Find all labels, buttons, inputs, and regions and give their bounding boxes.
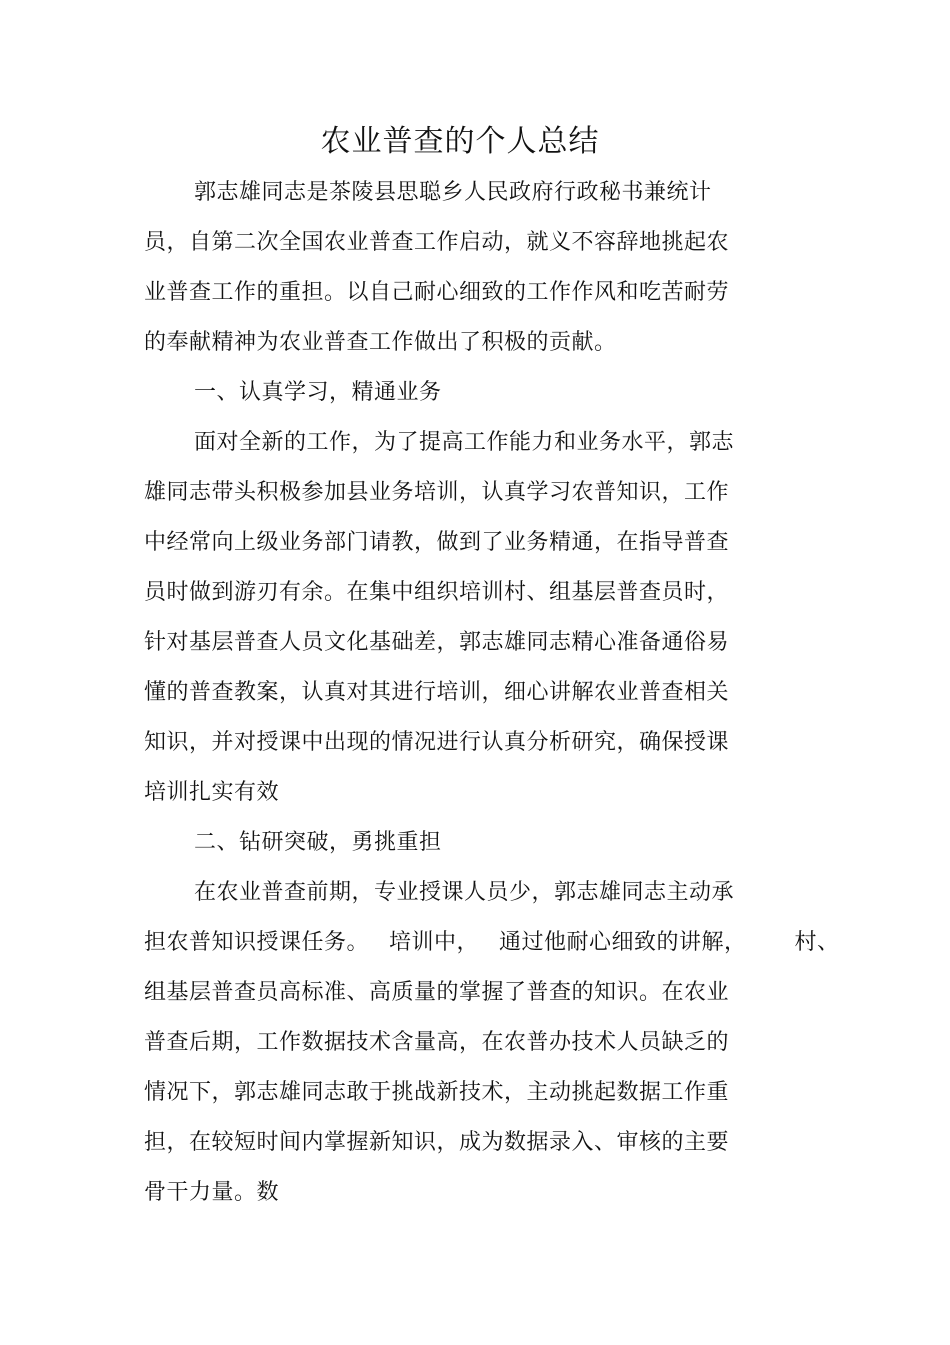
paragraph-line: 员，自第二次全国农业普查工作启动，就义不容辞地挑起农 (144, 230, 730, 255)
paragraph-line: 业普查工作的重担。以自己耐心细致的工作作风和吃苦耐劳 (144, 280, 730, 305)
paragraph-line: 培训扎实有效 (144, 780, 280, 805)
section-heading: 二、钻研突破，勇挑重担 (194, 830, 442, 855)
paragraph-line-spaced (144, 918, 840, 968)
paragraph-line: 骨干力量。数 (144, 1180, 280, 1205)
paragraph-line: 中经常向上级业务部门请教，做到了业务精通，在指导普查 (144, 530, 730, 555)
paragraph-line: 组基层普查员高标准、高质量的掌握了普查的知识。在农业 (144, 980, 730, 1005)
line-segment: 村、 (794, 930, 840, 955)
document-title: 农业普查的个人总结 (320, 124, 600, 159)
paragraph-line: 面对全新的工作，为了提高工作能力和业务水平，郭志 (194, 430, 735, 455)
paragraph-line: 的奉献精神为农业普查工作做出了积极的贡献。 (144, 330, 617, 355)
paragraph-line: 懂的普查教案，认真对其进行培训，细心讲解农业普查相关 (144, 680, 730, 705)
paragraph-line: 员时做到游刃有余。在集中组织培训村、组基层普查员时， (144, 580, 730, 605)
paragraph-line: 知识，并对授课中出现的情况进行认真分析研究，确保授课 (144, 730, 730, 755)
paragraph-line: 担，在较短时间内掌握新知识，成为数据录入、审核的主要 (144, 1130, 730, 1155)
paragraph-line: 雄同志带头积极参加县业务培训，认真学习农普知识，工作 (144, 480, 730, 505)
line-segment: 通过他耐心细致的讲解， (499, 930, 747, 955)
paragraph-line: 在农业普查前期，专业授课人员少，郭志雄同志主动承 (194, 880, 735, 905)
section-heading: 一、认真学习，精通业务 (194, 380, 442, 405)
paragraph-line: 普查后期，工作数据技术含量高，在农普办技术人员缺乏的 (144, 1030, 730, 1055)
document-body (144, 168, 840, 1218)
paragraph-line: 针对基层普查人员文化基础差，郭志雄同志精心准备通俗易 (144, 630, 730, 655)
line-segment: 培训中， (389, 930, 480, 955)
line-segment: 担农普知识授课任务。 (144, 930, 370, 955)
paragraph-line: 郭志雄同志是茶陵县思聪乡人民政府行政秘书兼统计 (194, 180, 712, 205)
paragraph-line: 情况下，郭志雄同志敢于挑战新技术，主动挑起数据工作重 (144, 1080, 730, 1105)
